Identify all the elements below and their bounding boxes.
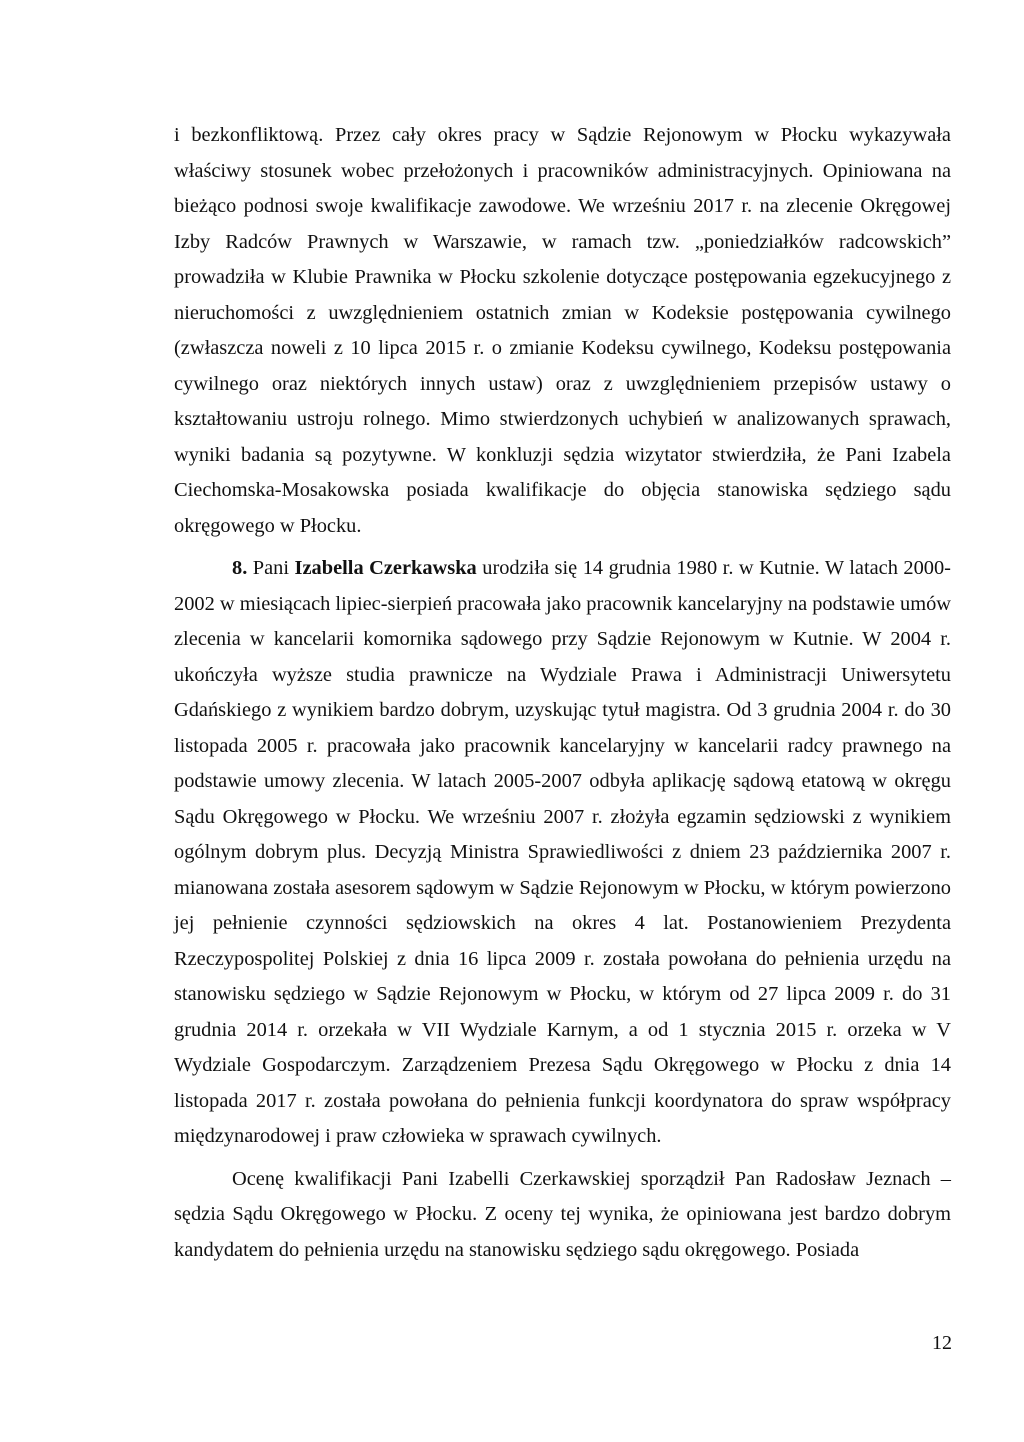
paragraph-number: 8. — [232, 557, 248, 579]
page-number: 12 — [932, 1332, 952, 1354]
paragraph-lead: Pani — [247, 557, 295, 579]
paragraph-assessment: Ocenę kwalifikacji Pani Izabelli Czerkawskiej sporządził Pan Radosław Jeznach – sędzia Sądu Okręgowego w Płocku. Z oceny tej wynika, że opiniowana jest bardzo dobrym kandydatem do pełnienia urzędu na stanowisku sędziego sądu okręgowego. Posiada — [174, 1167, 951, 1261]
document-body — [174, 118, 951, 1268]
candidate-name: Izabella Czerkawska — [294, 557, 477, 579]
paragraph-candidate-8 — [174, 551, 951, 1155]
paragraph-text: urodziła się 14 grudnia 1980 r. w Kutnie. W latach 2000-2002 w miesiącach lipiec-sierpień pracowała jako pracownik kancelaryjny na podstawie umów zlecenia w kancelarii komornika sądowego przy Sądzie Rejonowym w Kutnie. W 2004 r. ukończyła wyższe studia prawnicze na Wydziale Prawa i Administracji Uniwersytetu Gdańskiego z wynikiem bardzo dobrym, uzyskując tytuł magistra. Od 3 grudnia 2004 r. do 30 listopada 2005 r. pracowała jako pracownik kancelaryjny w kancelarii radcy prawnego na podstawie umowy zlecenia. W latach 2005-2007 odbyła aplikację sądową etatową w okręgu Sądu Okręgowego w Płocku. We wrześniu 2007 r. złożyła egzamin sędziowski z wynikiem ogólnym dobrym plus. Decyzją Ministra Sprawiedliwości z dniem 23 października 2007 r. mianowana została asesorem sądowym w Sądzie Rejonowym w Płocku, w którym powierzono jej pełnienie czynności sędziowskich na okres 4 lat. Postanowieniem Prezydenta Rzeczypospolitej Polskiej z dnia 16 lipca 2009 r. została powołana do pełnienia urzędu na stanowisku sędziego w Sądzie Rejonowym w Płocku, w którym od 27 lipca 2009 r. do 31 grudnia 2014 r. orzekała w VII Wydziale Karnym, a od 1 stycznia 2015 r. orzeka w V Wydziale Gospodarczym. Zarządzeniem Prezesa Sądu Okręgowego w Płocku z dnia 14 listopada 2017 r. została powołana do pełnienia funkcji koordynatora do spraw współpracy międzynarodowej i praw człowieka w sprawach cywilnych. — [174, 557, 951, 1147]
paragraph-continuation: i bezkonfliktową. Przez cały okres pracy w Sądzie Rejonowym w Płocku wykazywała właściwy stosunek wobec przełożonych i pracowników administracyjnych. Opiniowana na bieżąco podnosi swoje kwalifikacje zawodowe. We wrześniu 2017 r. na zlecenie Okręgowej Izby Radców Prawnych w Warszawie, w ramach tzw. „poniedziałków radcowskich” prowadziła w Klubie Prawnika w Płocku szkolenie dotyczące postępowania egzekucyjnego z nieruchomości z uwzględnieniem ostatnich zmian w Kodeksie postępowania cywilnego (zwłaszcza noweli z 10 lipca 2015 r. o zmianie Kodeksu cywilnego, Kodeksu postępowania cywilnego oraz niektórych innych ustaw) oraz z uwzględnieniem przepisów ustawy o kształtowaniu ustroju rolnego. Mimo stwierdzonych uchybień w analizowanych sprawach, wyniki badania są pozytywne. W konkluzji sędzia wizytator stwierdziła, że Pani Izabela Ciechomska-Mosakowska posiada kwalifikacje do objęcia stanowiska sędziego sądu okręgowego w Płocku. — [174, 124, 951, 537]
